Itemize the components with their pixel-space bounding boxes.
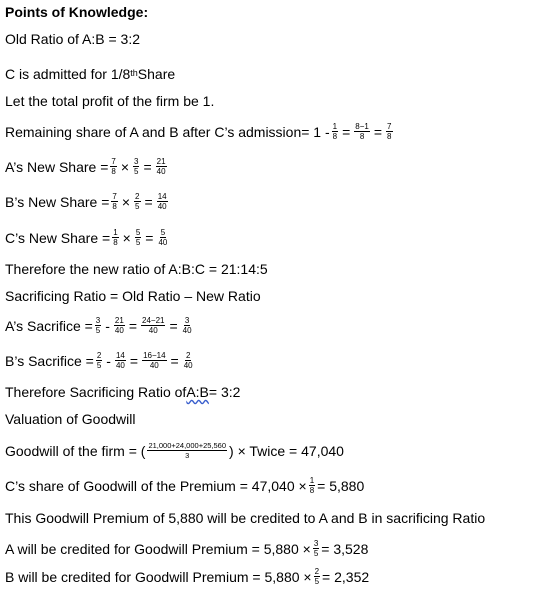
a-credit-line: [5, 539, 368, 558]
denominator: 40: [183, 361, 193, 370]
valuation-heading: Valuation of Goodwill: [5, 411, 136, 427]
remaining-share-line: [5, 122, 395, 141]
heading: Points of Knowledge:: [5, 4, 149, 20]
denominator: 8: [387, 132, 392, 141]
fraction: [134, 192, 140, 211]
fraction: [95, 316, 101, 335]
sacrificing-ratio-text: Therefore Sacrificing Ratio of: [5, 384, 187, 400]
equals-sign: =: [170, 352, 179, 369]
fraction: [183, 351, 194, 370]
fraction: [133, 157, 139, 176]
c-goodwill-result: = 5,880: [317, 477, 365, 494]
denominator: 5: [313, 549, 319, 558]
fraction: [112, 228, 118, 247]
numerator: 5: [135, 228, 141, 237]
denominator: 8: [359, 132, 365, 141]
c-new-label: C’s New Share =: [5, 229, 111, 246]
c-goodwill-label: C’s share of Goodwill of the Premium = 47,040 ×: [5, 477, 307, 494]
minus-sign: -: [106, 352, 111, 369]
denominator: 40: [182, 326, 192, 335]
sacrificing-ratio-result: [5, 384, 240, 400]
b-credit-result: = 2,352: [322, 568, 370, 585]
times-sign: ×: [122, 229, 131, 246]
numerator: 24−21: [142, 316, 165, 325]
fraction: [332, 122, 338, 141]
numerator: 14: [115, 351, 125, 360]
fraction: [115, 351, 126, 370]
equals-sign: =: [342, 123, 351, 140]
old-ratio: Old Ratio of A:B = 3:2: [5, 31, 141, 47]
equals-sign: =: [373, 123, 383, 140]
numerator: 3: [134, 157, 139, 166]
denominator: 5: [135, 202, 140, 211]
denominator: 8: [112, 202, 117, 211]
equals-sign: =: [129, 352, 139, 369]
fraction: [142, 351, 166, 370]
numerator: 21: [156, 157, 166, 166]
new-ratio: Therefore the new ratio of A:B:C = 21:14:5: [5, 261, 268, 277]
goodwill-firm-label: Goodwill of the firm = (: [5, 442, 146, 459]
c-new-share-line: [5, 228, 170, 247]
goodwill-firm-result: ) × Twice = 47,040: [229, 442, 344, 459]
fraction: [141, 316, 165, 335]
denominator: 40: [158, 238, 168, 247]
denominator: 8: [111, 167, 116, 176]
remaining-label: Remaining share of A and B after C’s admission= 1 -: [5, 123, 330, 140]
a-credit-label: A will be credited for Goodwill Premium = 5,880 ×: [5, 540, 311, 557]
denominator: 5: [95, 326, 101, 335]
denominator: 40: [157, 202, 167, 211]
equals-sign: =: [169, 317, 178, 334]
denominator: 40: [114, 326, 124, 335]
numerator: 3: [313, 539, 319, 548]
b-new-share-line: [5, 192, 170, 211]
fraction: [135, 228, 141, 247]
numerator: 7: [387, 122, 392, 131]
fraction: [354, 122, 370, 141]
goodwill-firm-line: [5, 441, 344, 460]
fraction: [157, 192, 168, 211]
premium-note: This Goodwill Premium of 5,880 will be credited to A and B in sacrificing Ratio: [5, 510, 486, 526]
spellcheck-underlined-text: A:B: [186, 384, 209, 400]
numerator: 2: [135, 192, 140, 201]
fraction: [157, 228, 168, 247]
fraction: [314, 567, 320, 586]
a-credit-result: = 3,528: [321, 540, 369, 557]
numerator: 3: [184, 316, 190, 325]
denominator: 40: [148, 326, 158, 335]
numerator: 14: [157, 192, 167, 201]
numerator: 3: [95, 316, 101, 325]
admission-share: Share: [137, 66, 176, 82]
numerator: 1: [332, 122, 338, 131]
denominator: 5: [135, 238, 141, 247]
denominator: 40: [115, 361, 125, 370]
a-sacrifice-label: A’s Sacrifice =: [5, 317, 93, 334]
denominator: 5: [314, 577, 320, 586]
denominator: 8: [332, 132, 338, 141]
denominator: 8: [309, 486, 315, 495]
numerator: 2: [96, 351, 102, 360]
fraction: [386, 122, 392, 141]
admission-text: C is admitted for 1/8: [5, 66, 131, 82]
fraction: [111, 192, 117, 211]
a-new-label: A’s New Share =: [5, 158, 109, 175]
denominator: 40: [156, 167, 166, 176]
numerator: 2: [185, 351, 191, 360]
denominator: 40: [149, 361, 159, 370]
fraction: [309, 476, 315, 495]
denominator: 8: [113, 238, 118, 247]
numerator: 2: [314, 567, 320, 576]
total-profit: Let the total profit of the firm be 1.: [5, 93, 215, 109]
numerator: 8−1: [355, 122, 369, 131]
numerator: 1: [113, 228, 118, 237]
minus-sign: -: [105, 317, 110, 334]
b-credit-line: [5, 567, 369, 586]
fraction: [156, 157, 167, 176]
fraction: [313, 539, 319, 558]
denominator: 5: [134, 167, 139, 176]
equals-sign: =: [128, 317, 138, 334]
fraction: [96, 351, 102, 370]
b-sacrifice-label: B’s Sacrifice =: [5, 352, 94, 369]
sacrificing-ratio-definition: Sacrificing Ratio = Old Ratio – New Ratio: [5, 288, 261, 304]
b-credit-label: B will be credited for Goodwill Premium = 5,880 ×: [5, 568, 312, 585]
times-sign: ×: [121, 193, 131, 210]
b-new-label: B’s New Share =: [5, 193, 110, 210]
numerator: 21: [114, 316, 124, 325]
b-sacrifice-line: [5, 351, 196, 370]
fraction: [114, 316, 125, 335]
fraction: [182, 316, 193, 335]
denominator: 5: [96, 361, 102, 370]
fraction: [147, 441, 227, 460]
c-goodwill-line: [5, 476, 364, 495]
numerator: 7: [112, 192, 117, 201]
fraction: [110, 157, 116, 176]
equals-sign: =: [143, 158, 152, 175]
times-sign: ×: [120, 158, 130, 175]
numerator: 16−14: [143, 351, 166, 360]
equals-sign: =: [144, 193, 153, 210]
denominator: 3: [185, 451, 190, 460]
a-new-share-line: [5, 157, 169, 176]
sacrificing-ratio-value: = 3:2: [208, 384, 241, 400]
numerator: 7: [111, 157, 116, 166]
numerator: 21,000+24,000+25,560: [148, 441, 227, 450]
equals-sign: =: [145, 229, 154, 246]
a-sacrifice-line: [5, 316, 195, 335]
admission-line: C is admitted for 1/8 $^{th}$ Share: [5, 66, 176, 82]
numerator: 1: [309, 476, 315, 485]
numerator: 5: [160, 228, 166, 237]
